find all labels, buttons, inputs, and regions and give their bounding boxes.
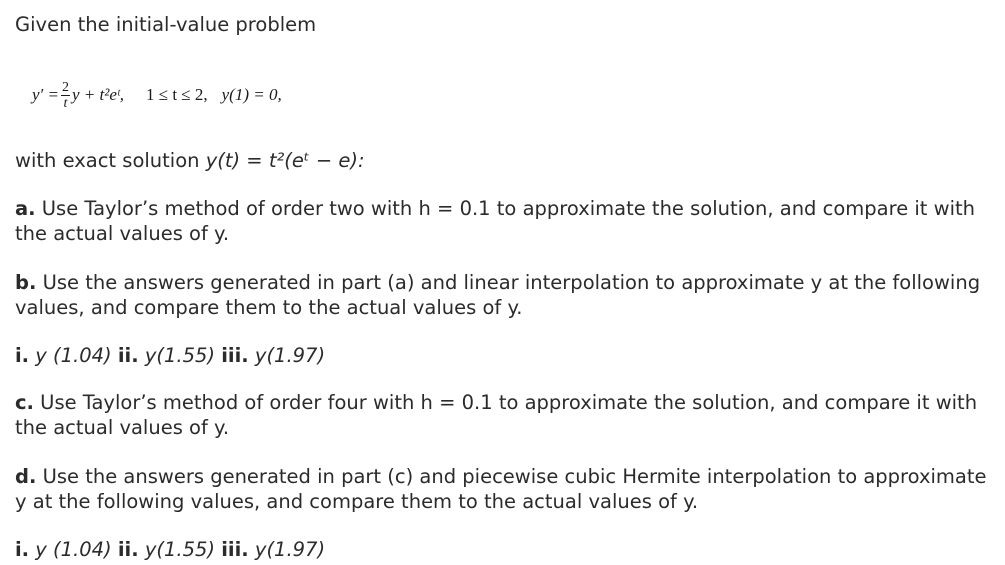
intro-text: Given the initial-value problem xyxy=(15,13,317,36)
exact-solution-line xyxy=(15,148,995,173)
d-item-3-label: iii. xyxy=(221,538,249,561)
part-b-items xyxy=(15,343,995,368)
b-item-3-label: iii. xyxy=(221,344,249,367)
b-item-2-label: ii. xyxy=(117,344,139,367)
part-a-text: Use Taylor’s method of order two with h = 0.1 to approximate the solution, and compare it with the actual values of y. xyxy=(15,197,976,245)
b-item-1: y (1.04) xyxy=(29,344,118,367)
exact-formula: y(t) = t²(eᵗ − e): xyxy=(205,149,365,172)
d-item-1: y (1.04) xyxy=(29,538,118,561)
part-a xyxy=(15,196,995,246)
part-c-text: Use Taylor’s method of order four with h = 0.1 to approximate the solution, and compare it with the actual values of y. xyxy=(15,391,978,439)
equation-rest: y + t²eᵗ, xyxy=(72,85,124,104)
b-item-2: y(1.55) xyxy=(138,344,222,367)
d-item-1-label: i. xyxy=(15,538,30,561)
d-item-3: y(1.97) xyxy=(248,538,326,561)
part-a-label: a. xyxy=(15,197,36,220)
part-b-label: b. xyxy=(15,271,37,294)
d-item-2: y(1.55) xyxy=(138,538,222,561)
part-d-text: Use the answers generated in part (c) and piecewise cubic Hermite interpolation to approximate y at the following values, and compare them to the actual values of y. xyxy=(15,465,987,513)
b-item-3: y(1.97) xyxy=(248,344,326,367)
ivp-equation xyxy=(32,72,282,118)
part-b-text: Use the answers generated in part (a) and linear interpolation to approximate y at the following values, and compare them to the actual values of y. xyxy=(15,271,981,319)
exact-prefix: with exact solution xyxy=(15,149,206,172)
part-c-label: c. xyxy=(15,391,34,414)
part-b xyxy=(15,270,995,320)
part-c xyxy=(15,390,995,440)
d-item-2-label: ii. xyxy=(117,538,139,561)
b-item-1-label: i. xyxy=(15,344,30,367)
fraction-denominator: t xyxy=(63,95,68,111)
fraction-numerator: 2 xyxy=(62,79,69,95)
equation-lhs: y′ = xyxy=(32,85,59,104)
equation-fraction xyxy=(61,80,70,111)
part-d-label: d. xyxy=(15,465,37,488)
equation-initial-condition: y(1) = 0, xyxy=(221,85,282,104)
part-d xyxy=(15,464,995,514)
equation-domain: 1 ≤ t ≤ 2, xyxy=(146,85,208,104)
part-d-items xyxy=(15,537,995,562)
